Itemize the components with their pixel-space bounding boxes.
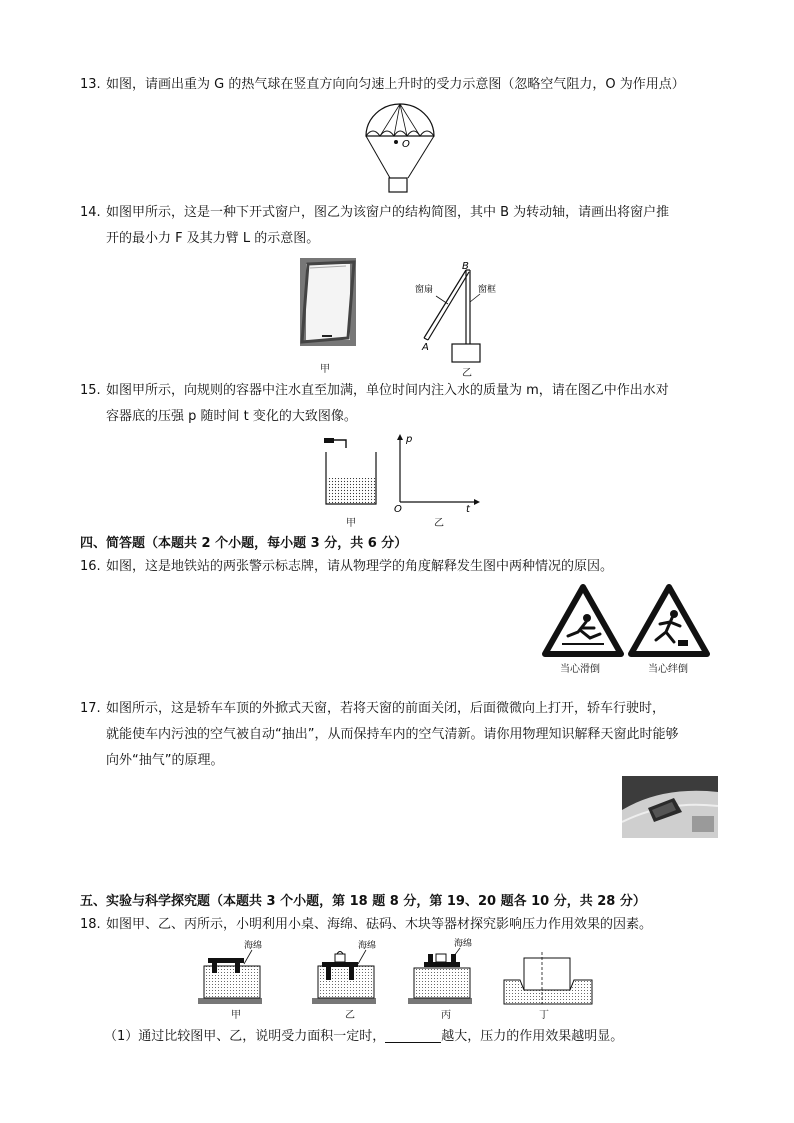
question-15 — [80, 378, 740, 430]
sub1-text-after: 越大，压力的作用效果越明显。 — [441, 1029, 624, 1044]
figure-label-yi: 乙 — [345, 1010, 355, 1021]
window-photo-figure — [298, 256, 360, 352]
figure-jia — [198, 939, 262, 1004]
question-14 — [80, 200, 740, 252]
question-text: 如图甲、乙、丙所示，小明利用小桌、海绵、砝码、木块等器材探究影响压力作用效果的因素。 — [106, 917, 653, 932]
question-number: 15. — [80, 383, 101, 398]
question-number: 14. — [80, 205, 101, 220]
axis-p-label: p — [406, 434, 413, 445]
question-text-line2: 容器底的压强 p 随时间 t 变化的大致图像。 — [106, 409, 357, 424]
section-heading-4: 四、简答题（本题共 2 个小题，每小题 3 分，共 6 分） — [80, 536, 408, 551]
sign-caption-slip: 当心滑倒 — [560, 664, 600, 675]
question-number: 18. — [80, 917, 101, 932]
figure-label-jia: 甲 — [231, 1010, 241, 1021]
answer-blank[interactable] — [385, 1028, 441, 1043]
figure-label-b: 乙 — [434, 518, 444, 529]
person-icon — [583, 614, 591, 622]
sash-label: 窗扇 — [415, 285, 434, 295]
container-and-graph-figure — [316, 432, 486, 516]
window-structure-diagram — [410, 258, 510, 368]
point-b-label: B — [462, 261, 469, 272]
sponge-label: 海绵 — [454, 939, 473, 949]
figure-label-b: 乙 — [462, 368, 472, 379]
question-16 — [80, 554, 740, 580]
figure-label-a: 甲 — [346, 518, 356, 529]
question-text-line2: 就能使车内污浊的空气被自动“抽出”，从而保持车内的空气清新。请你用物理知识解释天窗此时能够 — [106, 727, 679, 742]
question-text-line1: 如图甲所示，向规则的容器中注水直至加满，单位时间内注入水的质量为 m，请在图乙中作出水对 — [106, 383, 669, 398]
question-number: 16. — [80, 559, 101, 574]
figure-label-bing: 丙 — [441, 1010, 451, 1021]
question-18 — [80, 912, 740, 938]
question-text: 如图，请画出重为 G 的热气球在竖直方向向匀速上升时的受力示意图（忽略空气阻力，O 为作用点） — [106, 77, 685, 92]
axis-t-label: t — [466, 504, 470, 515]
question-18-sub1 — [104, 1024, 764, 1050]
question-13 — [80, 72, 740, 98]
point-a-label: A — [422, 342, 429, 353]
figure-label-a: 甲 — [320, 364, 330, 375]
trip-warning-sign — [628, 584, 710, 658]
hot-air-balloon-figure — [360, 100, 440, 196]
figure-bing — [408, 938, 472, 1004]
figure-ding — [504, 952, 592, 1004]
section-heading-5: 五、实验与科学探究题（本题共 3 个小题，第 18 题 8 分，第 19、20 题各 10 分，共 28 分） — [80, 894, 646, 909]
sign-caption-trip: 当心绊倒 — [648, 664, 688, 675]
question-text: 如图，这是地铁站的两张警示标志牌，请从物理学的角度解释发生图中两种情况的原因。 — [106, 559, 614, 574]
question-text-line1: 如图甲所示，这是一种下开式窗户，图乙为该窗户的结构简图，其中 B 为转动轴，请画出将窗户推 — [106, 205, 670, 220]
question-17 — [80, 696, 740, 774]
origin-label: O — [394, 504, 402, 515]
car-sunroof-photo — [622, 776, 718, 838]
frame-label: 窗框 — [478, 285, 497, 295]
point-label: O — [402, 139, 410, 150]
sponge-label: 海绵 — [244, 941, 263, 951]
question-text-line3: 向外“抽气”的原理。 — [106, 753, 224, 768]
sub1-text-before: （1）通过比较图甲、乙，说明受力面积一定时， — [104, 1029, 386, 1044]
question-number: 13. — [80, 77, 101, 92]
question-text-line1: 如图所示，这是轿车车顶的外掀式天窗，若将天窗的前面关闭，后面微微向上打开，轿车行驶时， — [106, 701, 666, 716]
slip-warning-sign — [542, 584, 624, 658]
question-text-line2: 开的最小力 F 及其力臂 L 的示意图。 — [106, 231, 320, 246]
figure-label-ding: 丁 — [539, 1010, 549, 1021]
figure-yi — [312, 939, 376, 1004]
question-number: 17. — [80, 701, 101, 716]
sponge-label: 海绵 — [358, 941, 377, 951]
